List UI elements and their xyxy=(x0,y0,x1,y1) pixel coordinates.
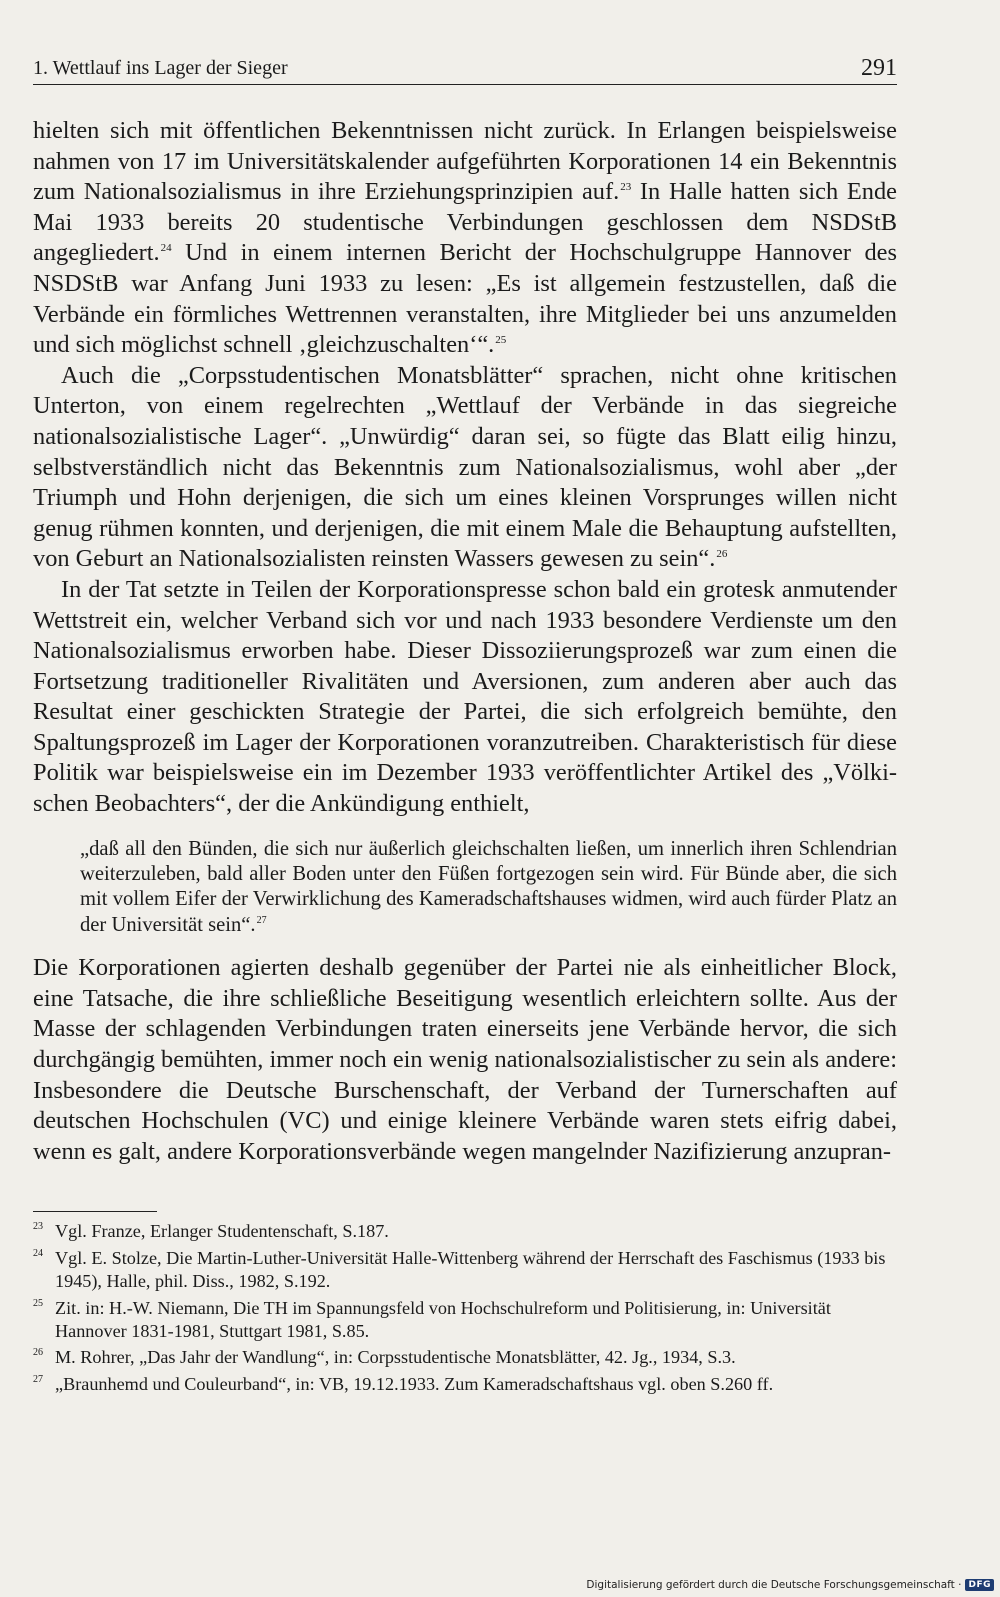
footnote-number: 26 xyxy=(33,1347,43,1359)
book-page xyxy=(33,48,897,1400)
footnote-divider xyxy=(33,1211,157,1212)
paragraph-1-part-c: Und in einem internen Bericht der Hochschulgruppe Hannover des NSDStB war Anfang Juni 1933 zu lesen: „Es ist allgemein festzustellen, daß die Verbände ein förmliches Wettrennen veranstalten, ihre Mitglieder bei uns anzumelden und sich möglichst schnell ‚gleichzuschalten‘“. xyxy=(33,239,897,359)
footnote-text: Zit. in: H.-W. Niemann, Die TH im Spannungsfeld von Hochschulreform und Politisierung, in: Universität Hannover 1831-1981, Stuttgart 1981, S.85. xyxy=(55,1297,831,1341)
footnote-number: 23 xyxy=(33,1221,43,1233)
footnote-number: 27 xyxy=(33,1374,43,1386)
footnote-24 xyxy=(33,1247,897,1293)
paragraph-1 xyxy=(33,116,897,361)
footnote-text: Vgl. E. Stolze, Die Martin-Luther-Universität Halle-Wittenberg während der Herrschaft des Faschismus (1933 bis 1945), Halle, phil. Diss., 1982, S.192. xyxy=(55,1248,886,1292)
block-quote xyxy=(80,837,897,939)
digitization-credit xyxy=(586,1579,994,1591)
footnote-ref-24: 24 xyxy=(160,242,172,255)
body-text xyxy=(33,116,897,1167)
footnote-number: 24 xyxy=(33,1248,43,1260)
footnote-23 xyxy=(33,1220,897,1243)
dfg-logo-icon: DFG xyxy=(965,1579,994,1591)
footnote-text: Vgl. Franze, Erlanger Studentenschaft, S.187. xyxy=(55,1221,389,1242)
paragraph-1-part-b: In Halle hatten sich Ende Mai 1933 bereits 20 studentische Verbindungen geschlossen dem NSDStB angegliedert. xyxy=(33,178,897,267)
paragraph-4: Die Korporationen agierten deshalb gegenüber der Partei nie als einheitlicher Block, eine Tatsache, die ihre schließliche Beseitigung wesentlich erleichtern sollte. Aus der Masse der schlagenden Verbindungen traten einerseits jene Verbände hervor, die sich durchgängig bemühten, immer noch ein wenig nationalsozialistischer zu sein als andere: Insbesondere die Deutsche Burschenschaft, der Verband der Turnerschaften auf deutschen Hochschulen (VC) und einige kleinere Verbände waren stets eifrig dabei, wenn es galt, andere Korporationsverbände wegen mangelnder Nazifizierung anzupran- xyxy=(33,954,897,1165)
footnote-text: M. Rohrer, „Das Jahr der Wandlung“, in: Corpsstudentische Monatsblätter, 42. Jg., 1934, S.3. xyxy=(55,1347,736,1368)
footnote-27 xyxy=(33,1373,897,1396)
paragraph-2-text: Auch die „Corpsstudentischen Monatsblätter“ sprachen, nicht ohne kritischen Unterton, von einem regelrechten „Wettlauf der Verbände in das siegreiche nationalsozialistische Lager“. „Unwürdig“ daran sei, so fügte das Blatt eilig hinzu, selbstverständlich nicht das Bekenntnis zum Nationalsozialismus, wohl aber „der Triumph und Hohn derjenigen, die sich um eines kleinen Vorsprunges willen nicht genug rühmen konnten, und derjenigen, die mit einem Male die Behauptung aufstellten, von Geburt an Nationalsozialisten reinsten Wassers gewesen zu sein“. xyxy=(33,361,897,573)
footnote-26 xyxy=(33,1346,897,1369)
footnote-ref-25: 25 xyxy=(495,334,507,347)
footnote-text: „Braunhemd und Couleurband“, in: VB, 19.12.1933. Zum Kameradschaftshaus vgl. oben S.260 ff. xyxy=(55,1374,774,1395)
running-head xyxy=(33,48,897,85)
footnote-ref-27: 27 xyxy=(256,914,267,926)
credit-text: Digitalisierung gefördert durch die Deutsche Forschungsgemeinschaft · xyxy=(586,1579,962,1591)
chapter-title: 1. Wettlauf ins Lager der Sieger xyxy=(33,57,288,79)
footnote-25 xyxy=(33,1297,897,1343)
footnote-number: 25 xyxy=(33,1297,43,1309)
paragraph-2 xyxy=(33,361,897,575)
footnotes xyxy=(33,1220,897,1396)
footnote-ref-23: 23 xyxy=(620,181,632,194)
page-number: 291 xyxy=(861,55,897,81)
paragraph-3: In der Tat setzte in Teilen der Korporationspresse schon bald ein grotesk anmutender Wettstreit ein, welcher Verband sich vor und nach 1933 besondere Verdienste um den Nationalsozialismus erworben habe. Dieser Dissoziierungsprozeß war zum einen die Fortsetzung traditioneller Rivalitäten und Aversionen, zum anderen aber auch das Resultat einer geschickten Strategie der Partei, die sich erfolgreich bemühte, den Spaltungsprozeß im Lager der Korporationen voranzutreiben. Charakteristisch für diese Politik war beispielsweise ein im Dezember 1933 veröffentlichter Artikel des „Völkischen Beobachters“, der die Ankündigung enthielt, xyxy=(33,575,897,818)
paragraph-1-part-a: hielten sich mit öffentlichen Bekenntnissen nicht zurück. In Erlangen beispielsweise nahmen von 17 im Universitätskalender aufgeführten Korporationen 14 ein Bekenntnis zum Nationalsozialismus in ihre Erziehungsprinzipien auf. xyxy=(33,117,897,206)
block-quote-text: „daß all den Bünden, die sich nur äußerlich gleichschalten ließen, um innerlich ihren Schlendrian weiterzuleben, bald aller Boden unter den Füßen fortgezogen sein wird. Für Bünde aber, die sich mit vollem Eifer der Verwirklichung des Kameradschaftshauses widmen, wird auch fürder Platz an der Universität sein“. xyxy=(80,837,897,936)
footnote-ref-26: 26 xyxy=(716,548,728,561)
